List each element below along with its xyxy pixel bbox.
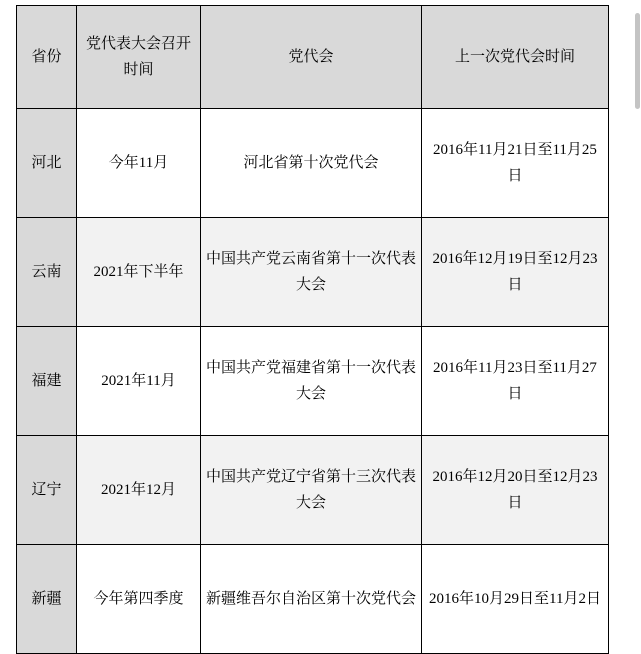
column-header-previous-time: 上一次党代会时间 [422,6,609,109]
scrollbar-thumb[interactable] [635,13,640,109]
cell-meeting-time: 今年11月 [77,109,201,218]
table-header-row [17,6,609,109]
cell-previous-time: 2016年12月19日至12月23日 [422,218,609,327]
cell-congress: 河北省第十次党代会 [201,109,422,218]
table-row [17,545,609,654]
cell-province: 河北 [17,109,77,218]
table-row [17,109,609,218]
vertical-scrollbar[interactable] [634,5,641,653]
cell-congress: 中国共产党辽宁省第十三次代表大会 [201,436,422,545]
cell-previous-time: 2016年12月20日至12月23日 [422,436,609,545]
column-header-meeting-time: 党代表大会召开时间 [77,6,201,109]
cell-province: 新疆 [17,545,77,654]
party-congress-table [16,5,609,654]
cell-province: 云南 [17,218,77,327]
cell-previous-time: 2016年10月29日至11月2日 [422,545,609,654]
column-header-congress: 党代会 [201,6,422,109]
cell-meeting-time: 今年第四季度 [77,545,201,654]
cell-congress: 中国共产党云南省第十一次代表大会 [201,218,422,327]
cell-meeting-time: 2021年12月 [77,436,201,545]
table-row [17,436,609,545]
cell-meeting-time: 2021年下半年 [77,218,201,327]
cell-meeting-time: 2021年11月 [77,327,201,436]
cell-previous-time: 2016年11月23日至11月27日 [422,327,609,436]
cell-province: 福建 [17,327,77,436]
cell-congress: 中国共产党福建省第十一次代表大会 [201,327,422,436]
cell-congress: 新疆维吾尔自治区第十次党代会 [201,545,422,654]
cell-province: 辽宁 [17,436,77,545]
column-header-province: 省份 [17,6,77,109]
table-row [17,218,609,327]
document-page [0,5,641,653]
cell-previous-time: 2016年11月21日至11月25日 [422,109,609,218]
table-row [17,327,609,436]
